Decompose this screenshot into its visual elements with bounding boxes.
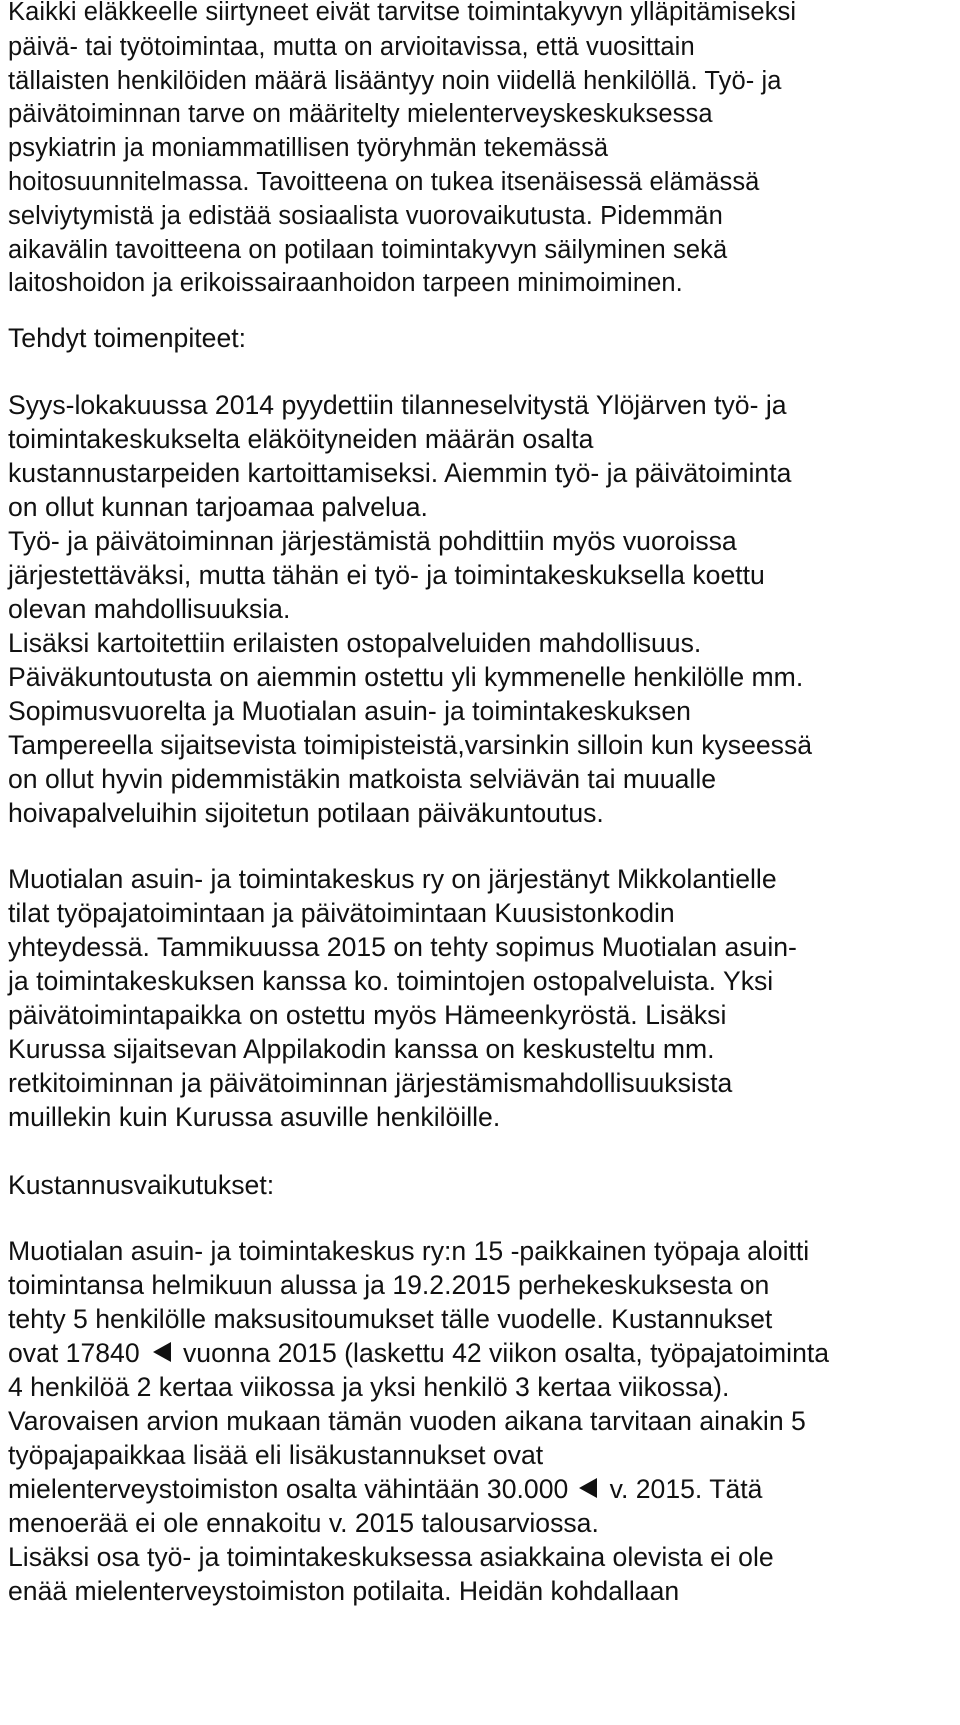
intro-line: hoitosuunnitelmassa. Tavoitteena on tukea itsenäisessä elämässä: [8, 168, 760, 196]
intro-line: aikavälin tavoitteena on potilaan toimintakyvyn säilyminen sekä: [8, 236, 728, 264]
kustannus-text: v. 2015. Tätä: [602, 1474, 763, 1504]
euro-sign-icon: [152, 1337, 172, 1371]
toimenpiteet-line: on ollut kunnan tarjoamaa palvelua.: [8, 492, 428, 522]
kustannus-line: Lisäksi osa työ- ja toimintakeskuksessa asiakkaina olevista ei ole: [8, 1542, 774, 1572]
kustannus-line: työpajapaikkaa lisää eli lisäkustannukset ovat: [8, 1440, 544, 1470]
muotiala-line: yhteydessä. Tammikuussa 2015 on tehty sopimus Muotialan asuin-: [8, 932, 797, 962]
intro-line: selviytymistä ja edistää sosiaalista vuorovaikutusta. Pidemmän: [8, 202, 723, 230]
toimenpiteet-line: Syys-lokakuussa 2014 pyydettiin tilanneselvitystä Ylöjärven työ- ja: [8, 390, 787, 420]
kustannus-line: menoerää ei ole ennakoitu v. 2015 talousarviossa.: [8, 1508, 599, 1538]
kustannus-line: [8, 1472, 762, 1507]
toimenpiteet-line: Päiväkuntoutusta on aiemmin ostettu yli kymmenelle henkilölle mm.: [8, 662, 804, 692]
muotiala-line: päivätoimintapaikka on ostettu myös Hämeenkyröstä. Lisäksi: [8, 1000, 727, 1030]
section-heading-kustannusvaikutukset: Kustannusvaikutukset:: [8, 1170, 275, 1200]
kustannus-text: ovat 17840: [8, 1338, 140, 1368]
kustannus-line: 4 henkilöä 2 kertaa viikossa ja yksi henkilö 3 kertaa viikossa).: [8, 1372, 730, 1402]
toimenpiteet-line: on ollut hyvin pidemmistäkin matkoista selviävän tai muualle: [8, 764, 717, 794]
euro-sign-icon: [578, 1473, 598, 1507]
muotiala-line: tilat työpajatoimintaan ja päivätoimintaan Kuusistonkodin: [8, 898, 675, 928]
toimenpiteet-line: hoivapalveluihin sijoitetun potilaan päiväkuntoutus.: [8, 798, 604, 828]
toimenpiteet-line: Tampereella sijaitsevista toimipisteistä,varsinkin silloin kun kyseessä: [8, 730, 813, 760]
muotiala-line: ja toimintakeskuksen kanssa ko. toimintojen ostopalveluista. Yksi: [8, 966, 774, 996]
toimenpiteet-line: Sopimusvuorelta ja Muotialan asuin- ja toimintakeskuksen: [8, 696, 691, 726]
kustannus-text: mielenterveystoimiston osalta vähintään 30.000: [8, 1474, 569, 1504]
muotiala-line: Muotialan asuin- ja toimintakeskus ry on järjestänyt Mikkolantielle: [8, 864, 777, 894]
toimenpiteet-line: Lisäksi kartoitettiin erilaisten ostopalveluiden mahdollisuus.: [8, 628, 702, 658]
toimenpiteet-line: Työ- ja päivätoiminnan järjestämistä pohdittiin myös vuoroissa: [8, 526, 737, 556]
intro-line: tällaisten henkilöiden määrä lisääntyy noin viidellä henkilöllä. Työ- ja: [8, 67, 782, 95]
toimenpiteet-line: järjestettäväksi, mutta tähän ei työ- ja toimintakeskuksella koettu: [8, 560, 765, 590]
kustannus-line: tehty 5 henkilölle maksusitoumukset tälle vuodelle. Kustannukset: [8, 1304, 773, 1334]
muotiala-line: retkitoiminnan ja päivätoiminnan järjestämismahdollisuuksista: [8, 1068, 733, 1098]
intro-line: psykiatrin ja moniammatillisen työryhmän tekemässä: [8, 134, 609, 162]
section-heading-toimenpiteet: Tehdyt toimenpiteet:: [8, 323, 247, 353]
kustannus-line: toimintansa helmikuun alussa ja 19.2.2015 perhekeskuksesta on: [8, 1270, 770, 1300]
intro-line: päivä- tai työtoimintaa, mutta on arvioitavissa, että vuosittain: [8, 33, 695, 61]
kustannus-line: Muotialan asuin- ja toimintakeskus ry:n 15 -paikkainen työpaja aloitti: [8, 1236, 810, 1266]
muotiala-line: muillekin kuin Kurussa asuville henkilöille.: [8, 1102, 501, 1132]
intro-line: laitoshoidon ja erikoissairaanhoidon tarpeen minimoiminen.: [8, 269, 683, 297]
kustannus-line: [8, 1336, 829, 1371]
toimenpiteet-line: kustannustarpeiden kartoittamiseksi. Aiemmin työ- ja päivätoiminta: [8, 458, 792, 488]
kustannus-line: Varovaisen arvion mukaan tämän vuoden aikana tarvitaan ainakin 5: [8, 1406, 806, 1436]
toimenpiteet-line: toimintakeskukselta eläköityneiden määrän osalta: [8, 424, 594, 454]
muotiala-line: Kurussa sijaitsevan Alppilakodin kanssa on keskusteltu mm.: [8, 1034, 715, 1064]
intro-line: Kaikki eläkkeelle siirtyneet eivät tarvitse toimintakyvyn ylläpitämiseksi: [8, 0, 797, 26]
kustannus-text: vuonna 2015 (laskettu 42 viikon osalta, työpajatoiminta: [175, 1338, 830, 1368]
intro-line: päivätoiminnan tarve on määritelty mielenterveyskeskuksessa: [8, 100, 713, 128]
kustannus-line: enää mielenterveystoimiston potilaita. Heidän kohdallaan: [8, 1576, 680, 1606]
toimenpiteet-line: olevan mahdollisuuksia.: [8, 594, 291, 624]
